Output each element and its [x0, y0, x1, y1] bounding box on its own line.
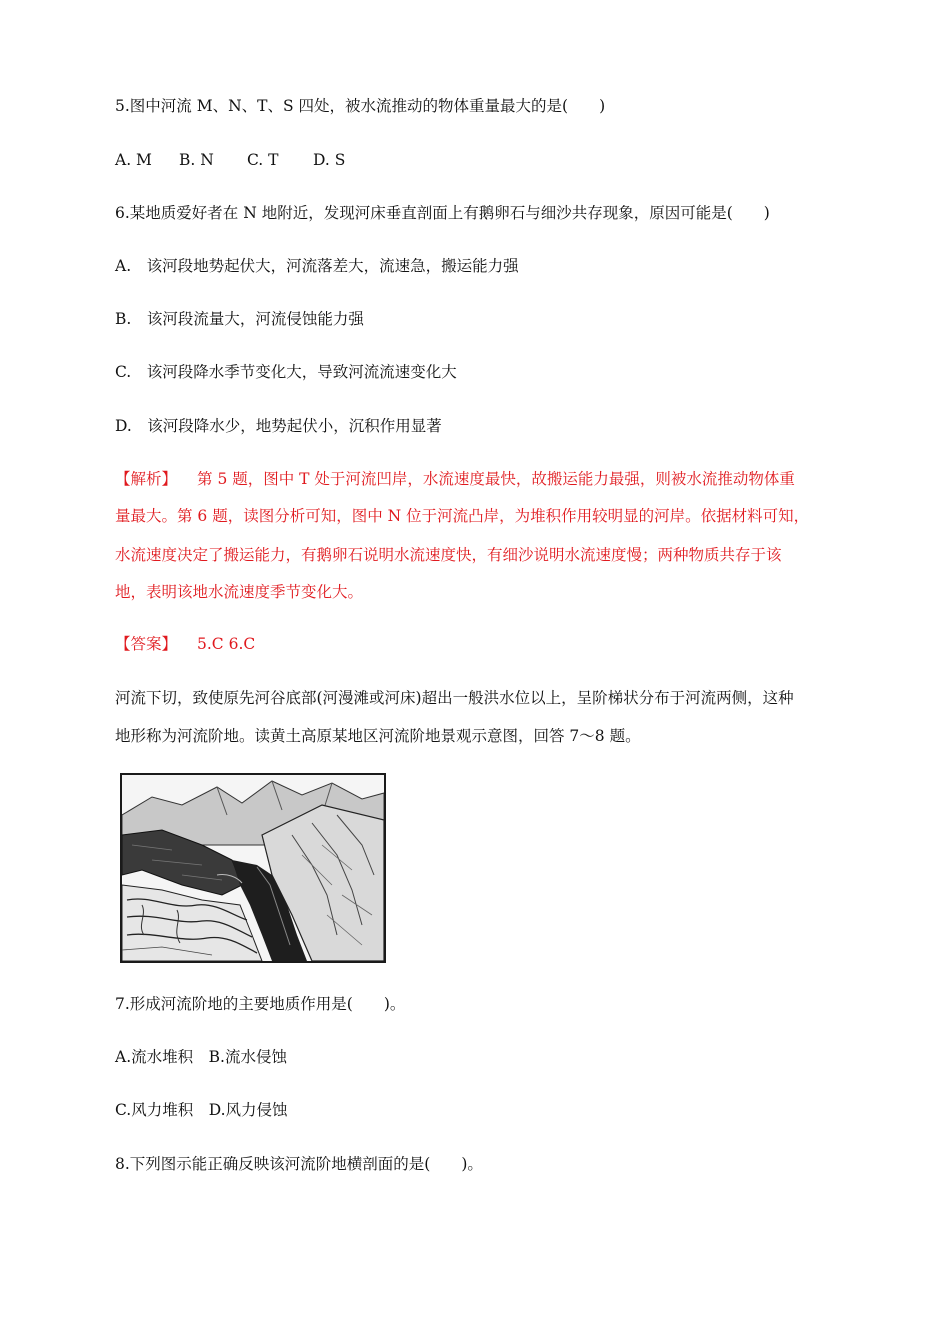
river-terrace-landscape-figure [120, 773, 386, 963]
answer-value: 5.C 6.C [197, 635, 256, 653]
question-7-stem: 7.形成河流阶地的主要地质作用是( )。 [115, 995, 406, 1013]
question-5-stem: 5.图中河流 M、N、T、S 四处，被水流推动的物体重量最大的是( ) [115, 97, 606, 115]
analysis-line-4: 地，表明该地水流速度季节变化大。 [115, 583, 364, 601]
question-5-option-d: D. S [313, 151, 346, 169]
question-7-options-row-1: A.流水堆积 B.流水侵蚀 [115, 1048, 287, 1066]
question-6-stem: 6.某地质爱好者在 N 地附近，发现河床垂直剖面上有鹅卵石与细沙共存现象，原因可能是( ) [115, 204, 770, 222]
intro-line-1: 河流下切，致使原先河谷底部(河漫滩或河床)超出一般洪水位以上，呈阶梯状分布于河流两侧，这种 [115, 689, 794, 707]
question-5-options [115, 150, 345, 170]
river-terrace-sketch [122, 775, 384, 961]
question-5-option-b: B. N [179, 151, 214, 169]
question-7-options-row-2: C.风力堆积 D.风力侵蚀 [115, 1101, 288, 1119]
question-6-option-a: A. 该河段地势起伏大，河流落差大，流速急，搬运能力强 [115, 257, 519, 275]
answer-tag: 【答案】 [115, 635, 178, 653]
analysis-line-1 [115, 469, 795, 489]
question-5-option-c: C. T [247, 151, 279, 169]
question-6-option-d: D. 该河段降水少，地势起伏小，沉积作用显著 [115, 417, 442, 435]
question-6-option-b: B. 该河段流量大，河流侵蚀能力强 [115, 310, 364, 328]
analysis-line-2: 量最大。第 6 题，读图分析可知，图中 N 位于河流凸岸，为堆积作用较明显的河岸。依据材料可知， [115, 507, 810, 525]
analysis-line-3: 水流速度决定了搬运能力，有鹅卵石说明水流速度快，有细沙说明水流速度慢；两种物质共存于该 [115, 546, 782, 564]
question-5-option-a: A. M [115, 151, 152, 169]
answer-line [115, 634, 255, 654]
question-6-option-c: C. 该河段降水季节变化大，导致河流流速变化大 [115, 363, 457, 381]
analysis-tag: 【解析】 [115, 470, 178, 488]
analysis-text-1: 第 5 题，图中 T 处于河流凹岸，水流速度最快，故搬运能力最强，则被水流推动物体重 [197, 470, 795, 488]
question-8-stem: 8.下列图示能正确反映该河流阶地横剖面的是( )。 [115, 1155, 483, 1173]
intro-line-2: 地形称为河流阶地。读黄土高原某地区河流阶地景观示意图，回答 7～8 题。 [115, 727, 641, 745]
